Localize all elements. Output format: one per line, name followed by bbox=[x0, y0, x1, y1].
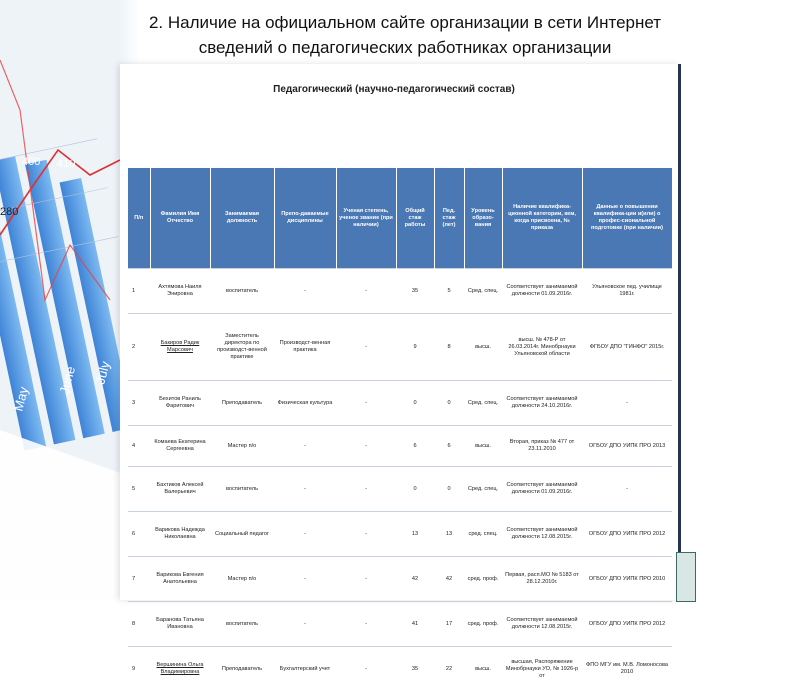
cell-category: высшая, Распоряжение Минобрнауки УО, № 1926-р от bbox=[502, 647, 582, 691]
cell-subjects: - bbox=[274, 426, 336, 467]
cell-num: 7 bbox=[128, 557, 150, 602]
slide-title-line-1: 2. Наличие на официальном сайте организации в сети Интернет bbox=[60, 10, 750, 35]
cell-training: Ульяновское пед. училище 1981г. bbox=[582, 269, 672, 314]
cell-total: 0 bbox=[396, 381, 434, 426]
cell-num: 9 bbox=[128, 647, 150, 691]
cell-degree: - bbox=[336, 467, 396, 512]
cell-ped: 42 bbox=[434, 557, 464, 602]
cell-degree: - bbox=[336, 512, 396, 557]
cell-training: ОГБОУ ДПО УИПК ПРО 2012 bbox=[582, 602, 672, 647]
table-row bbox=[128, 426, 672, 467]
cell-name: Комаева Екатерина Сергеевна bbox=[150, 426, 210, 467]
cell-position: Преподаватель bbox=[210, 381, 274, 426]
cell-total: 0 bbox=[396, 467, 434, 512]
cell-category: Соответствует занимаемой должности 24.10.2016г. bbox=[502, 381, 582, 426]
document-panel bbox=[120, 64, 680, 600]
table-row bbox=[128, 602, 672, 647]
header-degree: Ученая степень, ученое звание (при наличии) bbox=[336, 168, 396, 269]
cell-degree: - bbox=[336, 647, 396, 691]
cell-name-link[interactable]: Бакиров Радик Марсович bbox=[161, 340, 200, 353]
cell-category: Соответствует занимаемой должности 01.09.2016г. bbox=[502, 467, 582, 512]
cell-degree: - bbox=[336, 602, 396, 647]
staff-table bbox=[128, 168, 673, 691]
cell-degree: - bbox=[336, 314, 396, 381]
cell-position: Мастер п/о bbox=[210, 557, 274, 602]
cell-subjects: - bbox=[274, 557, 336, 602]
cell-ped: 0 bbox=[434, 381, 464, 426]
header-category: Наличие квалифика-ционной категории, кем, когда присвоена, № приказа bbox=[502, 168, 582, 269]
table-row bbox=[128, 647, 672, 691]
cell-education: высш. bbox=[464, 426, 502, 467]
cell-num: 1 bbox=[128, 269, 150, 314]
cell-name: Баранова Татьяна Ивановна bbox=[150, 602, 210, 647]
table-row bbox=[128, 269, 672, 314]
cell-total: 35 bbox=[396, 269, 434, 314]
cell-training: - bbox=[582, 467, 672, 512]
cell-ped: 6 bbox=[434, 426, 464, 467]
header-education: Уровень образо-вания bbox=[464, 168, 502, 269]
table-row bbox=[128, 557, 672, 602]
cell-ped: 0 bbox=[434, 467, 464, 512]
cell-position: воспитатель bbox=[210, 269, 274, 314]
cell-education: Сред. спец. bbox=[464, 269, 502, 314]
header-training: Данные о повышении квалифика-ции и(или) о профес-сиональной подготовке (при наличии) bbox=[582, 168, 672, 269]
cell-subjects: - bbox=[274, 512, 336, 557]
table-row bbox=[128, 467, 672, 512]
cell-education: высш. bbox=[464, 647, 502, 691]
table-row bbox=[128, 381, 672, 426]
cell-num: 6 bbox=[128, 512, 150, 557]
cell-category: Вторая, приказ № 477 от 23.11.2010 bbox=[502, 426, 582, 467]
table-row bbox=[128, 314, 672, 381]
cell-name: Варикова Надежда Николаевна bbox=[150, 512, 210, 557]
cell-education: сред. проф. bbox=[464, 602, 502, 647]
cell-ped: 13 bbox=[434, 512, 464, 557]
cell-ped: 17 bbox=[434, 602, 464, 647]
header-subjects: Препо-даваемые дисциплины bbox=[274, 168, 336, 269]
cell-education: Сред. спец. bbox=[464, 381, 502, 426]
cell-degree: - bbox=[336, 269, 396, 314]
table-header-row bbox=[128, 168, 672, 269]
cell-position: воспитатель bbox=[210, 602, 274, 647]
cell-position: Мастер п/о bbox=[210, 426, 274, 467]
cell-ped: 8 bbox=[434, 314, 464, 381]
table-row bbox=[128, 512, 672, 557]
cell-ped: 5 bbox=[434, 269, 464, 314]
slide-title-line-2: сведений о педагогических работниках организации bbox=[60, 35, 750, 60]
cell-name: Ахтямова Наиля Энировна bbox=[150, 269, 210, 314]
cell-position: Заместитель директора по производст-венной практике bbox=[210, 314, 274, 381]
panel-corner-decoration bbox=[676, 552, 696, 602]
cell-degree: - bbox=[336, 381, 396, 426]
cell-name[interactable] bbox=[150, 314, 210, 381]
cell-num: 8 bbox=[128, 602, 150, 647]
cell-subjects: - bbox=[274, 467, 336, 512]
slide-title bbox=[60, 10, 750, 60]
cell-subjects: - bbox=[274, 602, 336, 647]
cell-ped: 22 bbox=[434, 647, 464, 691]
cell-subjects: Производст-венная практика bbox=[274, 314, 336, 381]
cell-total: 13 bbox=[396, 512, 434, 557]
cell-category: Соответствует занимаемой должности 01.09.2016г. bbox=[502, 269, 582, 314]
cell-num: 4 bbox=[128, 426, 150, 467]
cell-training: ОГБОУ ДПО УИПК ПРО 2012 bbox=[582, 512, 672, 557]
cell-training: ОГБОУ ДПО УИПК ПРО 2013 bbox=[582, 426, 672, 467]
cell-position: Социальный педагог bbox=[210, 512, 274, 557]
cell-training: ФГБОУ ДПО "ГИНФО" 2015г. bbox=[582, 314, 672, 381]
cell-name: Варикова Евгения Анатольевна bbox=[150, 557, 210, 602]
cell-position: воспитатель bbox=[210, 467, 274, 512]
cell-education: сред. спец. bbox=[464, 512, 502, 557]
header-total-experience: Общий стаж работы bbox=[396, 168, 434, 269]
header-position: Занимаемая должность bbox=[210, 168, 274, 269]
cell-education: Сред. спец. bbox=[464, 467, 502, 512]
cell-degree: - bbox=[336, 557, 396, 602]
cell-category: Первая, расп.МО № 5183 от 28.12.2010г. bbox=[502, 557, 582, 602]
cell-category: высш. № 478-Р от 26.03.2014г. Минобрнауки Ульяновской области bbox=[502, 314, 582, 381]
cell-position: Преподаватель bbox=[210, 647, 274, 691]
cell-subjects: Физическая культура bbox=[274, 381, 336, 426]
cell-total: 6 bbox=[396, 426, 434, 467]
cell-subjects: Бухгалтерский учет bbox=[274, 647, 336, 691]
cell-name[interactable] bbox=[150, 647, 210, 691]
cell-training: - bbox=[582, 381, 672, 426]
cell-total: 41 bbox=[396, 602, 434, 647]
cell-education: высш. bbox=[464, 314, 502, 381]
cell-total: 35 bbox=[396, 647, 434, 691]
table-title: Педагогический (научно-педагогический состав) bbox=[120, 84, 668, 95]
cell-degree: - bbox=[336, 426, 396, 467]
cell-category: Соответствует занимаемой должности 12.08.2015г. bbox=[502, 512, 582, 557]
cell-category: Соответствует занимаемой должности 12.08.2015г. bbox=[502, 602, 582, 647]
cell-training: ФПО МГУ им. М.В. Ломоносова 2010 bbox=[582, 647, 672, 691]
cell-name-link[interactable]: Вершинина Ольга Владимировна bbox=[156, 662, 203, 675]
cell-subjects: - bbox=[274, 269, 336, 314]
cell-total: 42 bbox=[396, 557, 434, 602]
cell-num: 2 bbox=[128, 314, 150, 381]
header-name: Фамилия Имя Отчество bbox=[150, 168, 210, 269]
panel-edge-bar bbox=[678, 64, 681, 600]
cell-num: 5 bbox=[128, 467, 150, 512]
cell-num: 3 bbox=[128, 381, 150, 426]
cell-total: 9 bbox=[396, 314, 434, 381]
cell-name: Бахтиков Алексей Валерьевич bbox=[150, 467, 210, 512]
header-ped-experience: Пед. стаж (лет) bbox=[434, 168, 464, 269]
cell-name: Бехитов Раниль Фаритович bbox=[150, 381, 210, 426]
cell-training: ОГБОУ ДПО УИПК ПРО 2010 bbox=[582, 557, 672, 602]
header-num: П/п bbox=[128, 168, 150, 269]
cell-education: сред. проф. bbox=[464, 557, 502, 602]
